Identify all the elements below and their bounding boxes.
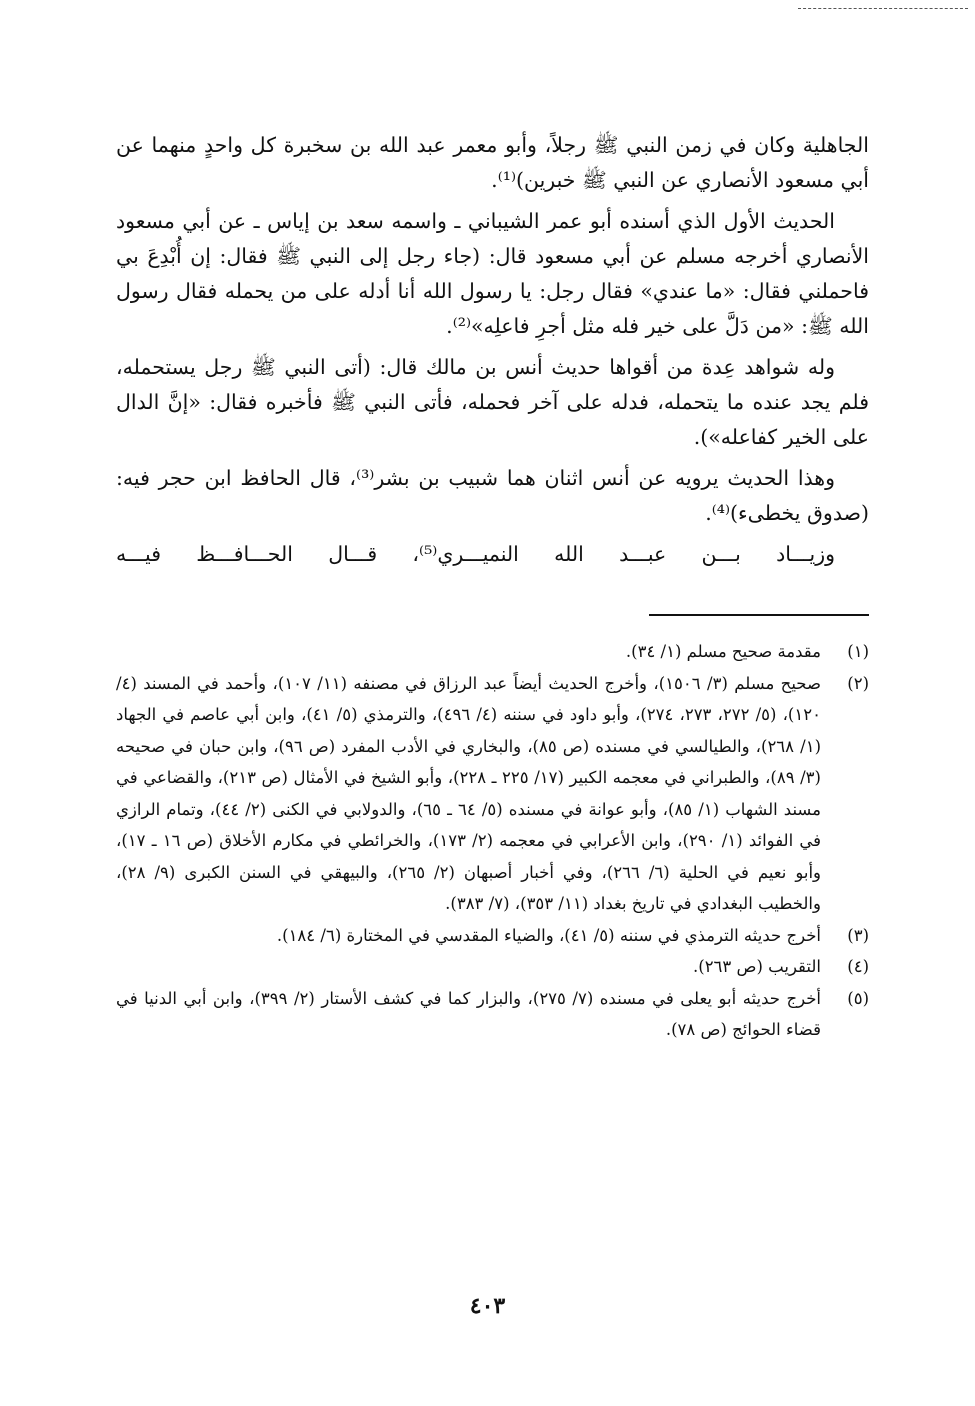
header-rule [798,8,968,9]
paragraph-5: وزيـــاد بـــن عبـــد الله النميـــري⁽⁵⁾، قـــال الحـــافـــظ فيـــه [116,542,836,566]
footnote-text: التقريب (ص ٢٦٣). [693,957,821,976]
paragraph-2: الحديث الأول الذي أسنده أبو عمر الشيباني ـ واسمه سعد بن إياس ـ عن أبي مسعود الأنصاري أخرجه مسلم عن أبي مسعود قال: (جاء رجل إلى النبي ﷺ فقال: إن أُبْدِعَ بي فاحملني فقال: «ما عندي» فقال رجل: يا رسول الله أنا أدله على من يحمله فقال رسول الله ﷺ: «من دَلَّ على خير فله مثل أجرِ فاعلِه»⁽²⁾. [116,209,869,338]
footnote-2 [116,668,869,920]
footnote-text: أخرج حديثه أبو يعلى في مسنده (٧/ ٢٧٥)، والبزار كما في كشف الأستار (٢/ ٣٩٩)، وابن أبي الدنيا في قضاء الحوائج (ص ٧٨). [116,988,822,1039]
footnotes [116,636,869,1046]
footnote-5 [116,983,869,1046]
paragraph-4: وهذا الحديث يرويه عن أنس اثنان هما شبيب بن بشر⁽³⁾، قال الحافظ ابن حجر فيه: (صدوق يخطىء)⁽⁴⁾. [116,466,869,525]
footnote-1 [116,636,869,668]
footnote-number: (٣) [847,925,869,945]
footnote-text: مقدمة صحيح مسلم (١/ ٣٤). [625,642,821,661]
footnote-number: (٢) [847,673,869,693]
footnote-number: (٤) [847,957,869,976]
main-text [116,128,869,572]
footnote-number: (٥) [847,988,869,1008]
footnote-text: صحيح مسلم (٣/ ١٥٠٦)، وأخرج الحديث أيضاً عبد الرزاق في مصنفه (١١/ ١٠٧)، وأحمد في المسند (٤/ ١٢٠)، (٥/ ٢٧٢، ٢٧٣، ٢٧٤)، وأبو داود في سننه (٤/ ٤٩٦)، والترمذي (٥/ ٤١)، وابن أبي عاصم في الجهاد (١/ ٢٦٨)، والطيالسي في مسنده (ص ٨٥)، والبخاري في الأدب المفرد (ص ٩٦)، وابن حبان في صحيحه (٣/ ٨٩)، والطبراني في معجمه الكبير (١٧/ ٢٢٥ ـ ٢٢٨)، وأبو الشيخ في الأمثال (ص ٢١٣)، والقضاعي في مسند الشهاب (١/ ٨٥)، وأبو عوانة في مسنده (٥/ ٦٤ ـ ٦٥)، والدولابي في الكنى (٢/ ٤٤)، وتمام الرازي في الفوائد (١/ ٢٩٠)، وابن الأعرابي في معجمه (٢/ ١٧٣)، والخرائطي في مكارم الأخلاق (ص ١٦ ـ ١٧)، وأبو نعيم في الحلية (٦/ ٢٦٦)، وفي أخبار أصبهان (٢/ ٢٦٥)، والبيهقي في السنن الكبرى (٩/ ٢٨)، والخطيب البغدادي في تاريخ بغداد (١١/ ٣٥٣)، (٧/ ٣٨٣). [116,673,822,913]
footnote-number: (١) [847,642,869,661]
paragraph-3: وله شواهد عِدة من أقواها حديث أنس بن مالك قال: (أتى النبي ﷺ رجل يستحمله، فلم يجد عنده ما يتحمله، فدله على آخر فحمله، فأتى النبي ﷺ فأخبره فقال: «إنَّ الدال على الخير كفاعله»). [116,355,869,449]
footnote-4 [116,951,869,983]
footnote-text: أخرج حديثه الترمذي في سننه (٥/ ٤١)، والضياء المقدسي في المختارة (٦/ ١٨٤). [276,925,821,945]
page-number: ٤٠٣ [469,1293,506,1319]
footnote-3 [116,920,869,952]
footnote-divider [649,614,869,616]
page-content [116,128,869,1046]
paragraph-1: الجاهلية وكان في زمن النبي ﷺ رجلاً، وأبو معمر عبد الله بن سخبرة كل واحدٍ منهما عن أبي مسعود الأنصاري عن النبي ﷺ خبرين)⁽¹⁾. [116,133,869,192]
